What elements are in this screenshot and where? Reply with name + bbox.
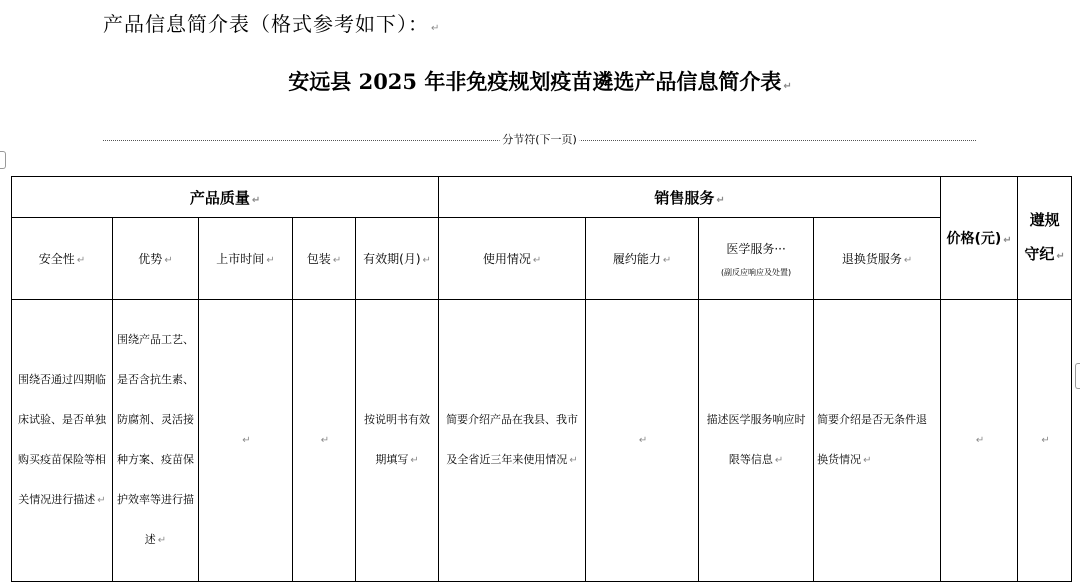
col-header-medical-service: 医学服务··· (副反应响应及处置) xyxy=(699,218,814,300)
paragraph-mark-icon: ↵ xyxy=(569,455,578,466)
cell-price xyxy=(941,300,1018,582)
col-header-validity: 有效期(月) ↵ xyxy=(356,218,439,300)
paragraph-mark-icon: ↵ xyxy=(266,255,275,266)
paragraph-mark-icon: ↵ xyxy=(1056,250,1065,262)
col-header-usage: 使用情况 ↵ xyxy=(439,218,586,300)
product-info-table xyxy=(11,176,1072,582)
paragraph-mark-icon: ↵ xyxy=(716,194,725,206)
paragraph-mark-icon: ↵ xyxy=(1041,435,1050,446)
col-header-packaging: 包装 ↵ xyxy=(293,218,356,300)
price-header: 价格(元) ↵ xyxy=(941,177,1018,300)
paragraph-mark-icon: ↵ xyxy=(422,255,431,266)
col-header-return-service: 退换货服务 ↵ xyxy=(814,218,941,300)
cell-packaging xyxy=(293,300,356,582)
paragraph-mark-icon: ↵ xyxy=(332,255,342,266)
paragraph-mark-icon: ↵ xyxy=(164,255,173,266)
document-heading: 产品信息简介表（格式参考如下）： ↵ xyxy=(103,12,441,36)
paragraph-mark-icon: ↵ xyxy=(76,255,86,266)
compliance-header: 遵规 守纪 ↵ xyxy=(1018,177,1072,300)
section-break-label: 分节符(下一页) xyxy=(499,131,580,147)
group-header-quality: 产品质量 ↵ xyxy=(12,177,439,218)
col-header-advantage: 优势 ↵ xyxy=(113,218,199,300)
paragraph-mark-icon: ↵ xyxy=(774,455,784,466)
paragraph-mark-icon: ↵ xyxy=(1003,235,1012,246)
cell-compliance xyxy=(1018,300,1072,582)
paragraph-mark-icon: ↵ xyxy=(903,255,913,266)
paragraph-mark-icon: ↵ xyxy=(863,455,872,466)
paragraph-mark-icon: ↵ xyxy=(242,435,251,446)
cell-fulfillment xyxy=(586,300,699,582)
right-scroll-handle[interactable] xyxy=(1075,363,1080,389)
cell-safety: 围绕否通过四期临床试验、是否单独购买疫苗保险等相关情况进行描述 ↵ xyxy=(12,300,113,582)
col-header-launch-time: 上市时间 ↵ xyxy=(199,218,293,300)
paragraph-mark-icon: ↵ xyxy=(975,435,985,446)
cell-launch-time xyxy=(199,300,293,582)
left-margin-handle[interactable] xyxy=(0,151,6,169)
paragraph-mark-icon: ↵ xyxy=(638,435,648,446)
paragraph-mark-icon: ↵ xyxy=(320,435,330,446)
cell-return-service: 简要介绍是否无条件退换货情况 ↵ xyxy=(814,300,941,582)
medical-service-note: (副反应响应及处置) xyxy=(720,267,792,277)
paragraph-mark-icon: ↵ xyxy=(157,535,167,546)
paragraph-mark-icon: ↵ xyxy=(783,81,792,92)
paragraph-mark-icon: ↵ xyxy=(532,255,542,266)
col-header-fulfillment: 履约能力 ↵ xyxy=(586,218,699,300)
paragraph-mark-icon: ↵ xyxy=(431,23,441,34)
cell-validity: 按说明书有效期填写 ↵ xyxy=(356,300,439,582)
section-break xyxy=(103,131,976,145)
paragraph-mark-icon: ↵ xyxy=(410,455,419,466)
cell-usage: 简要介绍产品在我县、我市及全省近三年来使用情况 ↵ xyxy=(439,300,586,582)
paragraph-mark-icon: ↵ xyxy=(251,194,261,206)
cell-medical-service: 描述医学服务响应时限等信息 ↵ xyxy=(699,300,814,582)
paragraph-mark-icon: ↵ xyxy=(97,495,106,506)
cell-advantage: 围绕产品工艺、是否含抗生素、防腐剂、灵活接种方案、疫苗保护效率等进行描述 ↵ xyxy=(113,300,199,582)
col-header-safety: 安全性 ↵ xyxy=(12,218,113,300)
paragraph-mark-icon: ↵ xyxy=(662,255,672,266)
group-header-sales: 销售服务 ↵ xyxy=(439,177,941,218)
document-title: 安远县 2025 年非免疫规划疫苗遴选产品信息简介表 ↵ xyxy=(288,69,792,94)
